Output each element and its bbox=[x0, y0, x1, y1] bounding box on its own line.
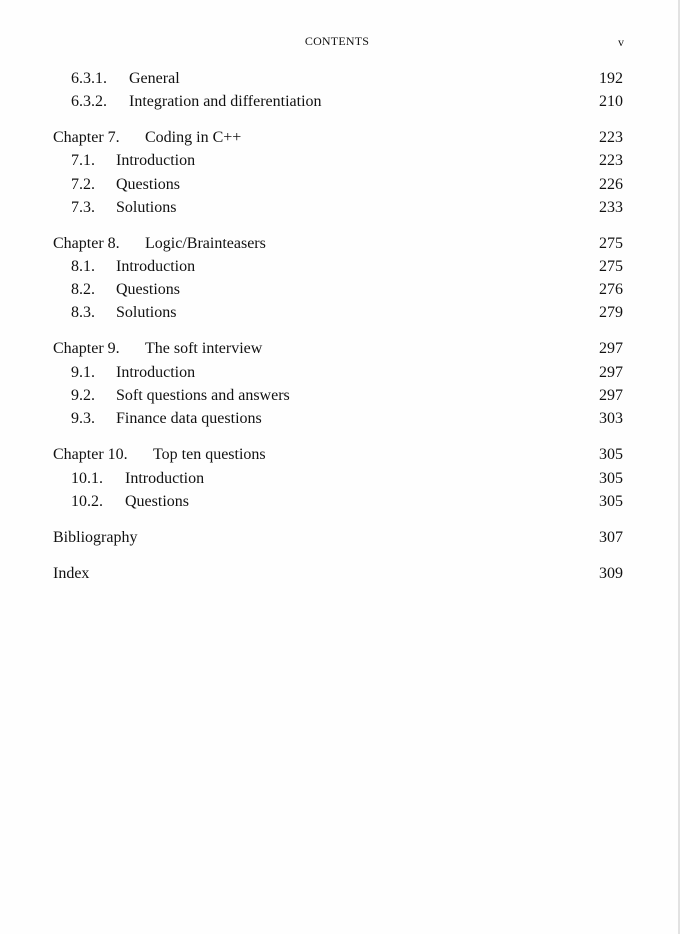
toc-entry-page: 297 bbox=[599, 340, 623, 357]
running-head-title: CONTENTS bbox=[304, 34, 370, 48]
toc-entry-number: 8.1. bbox=[71, 258, 95, 275]
toc-entry-section[interactable] bbox=[0, 150, 680, 172]
toc-entry-number: 9.2. bbox=[71, 387, 95, 404]
running-head bbox=[0, 34, 680, 50]
toc-entry-section[interactable] bbox=[0, 197, 680, 219]
toc-entry-number: 8.2. bbox=[71, 281, 95, 298]
toc-entry-title: Bibliography bbox=[53, 529, 138, 546]
toc-entry-title: Logic/Brainteasers bbox=[145, 235, 266, 252]
toc-entry-page: 275 bbox=[599, 258, 623, 275]
toc-entry-subsection[interactable] bbox=[0, 68, 680, 90]
toc-entry-chapter[interactable] bbox=[0, 127, 680, 149]
toc-entry-title: Introduction bbox=[116, 364, 196, 381]
toc-entry-section[interactable] bbox=[0, 256, 680, 278]
toc-entry-page: 297 bbox=[599, 364, 623, 381]
toc-entry-number: 7.1. bbox=[71, 152, 95, 169]
toc-entry-page: 305 bbox=[599, 446, 623, 463]
toc-entry-title: Integration and differentiation bbox=[129, 93, 322, 110]
toc-entry-number: 7.2. bbox=[71, 176, 95, 193]
toc-entry-backmatter[interactable] bbox=[0, 563, 680, 585]
toc-entry-chapter[interactable] bbox=[0, 338, 680, 360]
toc-entry-title: Index bbox=[53, 565, 90, 582]
toc-entry-number: Chapter 7. bbox=[53, 129, 120, 146]
toc-entry-title: Soft questions and answers bbox=[116, 387, 290, 404]
toc-entry-page: 297 bbox=[599, 387, 623, 404]
toc-entry-page: 223 bbox=[599, 152, 623, 169]
toc-entry-section[interactable] bbox=[0, 491, 680, 513]
toc-entry-section[interactable] bbox=[0, 302, 680, 324]
toc-entry-section[interactable] bbox=[0, 362, 680, 384]
toc-entry-page: 307 bbox=[599, 529, 623, 546]
toc-entry-title: Introduction bbox=[125, 470, 205, 487]
toc-entry-title: Solutions bbox=[116, 199, 177, 216]
toc-entry-number: 6.3.2. bbox=[71, 93, 107, 110]
toc-entry-number: 6.3.1. bbox=[71, 70, 107, 87]
toc-entry-number: 10.1. bbox=[71, 470, 103, 487]
toc-entry-number: Chapter 8. bbox=[53, 235, 120, 252]
toc-entry-page: 223 bbox=[599, 129, 623, 146]
toc-entry-page: 276 bbox=[599, 281, 623, 298]
toc-entry-section[interactable] bbox=[0, 385, 680, 407]
toc-entry-title: Top ten questions bbox=[153, 446, 266, 463]
toc-entry-page: 305 bbox=[599, 493, 623, 510]
toc-entry-title: Questions bbox=[116, 281, 180, 298]
toc-entry-title: Questions bbox=[116, 176, 180, 193]
toc-entry-backmatter[interactable] bbox=[0, 527, 680, 549]
toc-entry-page: 279 bbox=[599, 304, 623, 321]
toc-entry-title: The soft interview bbox=[145, 340, 263, 357]
toc-entry-page: 309 bbox=[599, 565, 623, 582]
toc-entry-title: General bbox=[129, 70, 180, 87]
toc-entry-chapter[interactable] bbox=[0, 444, 680, 466]
toc-entry-number: Chapter 9. bbox=[53, 340, 120, 357]
toc-entry-page: 226 bbox=[599, 176, 623, 193]
toc-entry-section[interactable] bbox=[0, 174, 680, 196]
toc-entry-title: Introduction bbox=[116, 152, 196, 169]
toc-entry-number: 7.3. bbox=[71, 199, 95, 216]
toc-entry-page: 192 bbox=[599, 70, 623, 87]
toc-entry-number: Chapter 10. bbox=[53, 446, 128, 463]
toc-entry-title: Questions bbox=[125, 493, 189, 510]
toc-entry-section[interactable] bbox=[0, 279, 680, 301]
toc-entry-page: 233 bbox=[599, 199, 623, 216]
toc-entry-title: Solutions bbox=[116, 304, 177, 321]
toc-entry-number: 9.1. bbox=[71, 364, 95, 381]
toc-entry-chapter[interactable] bbox=[0, 233, 680, 255]
running-head-page-number: v bbox=[618, 35, 624, 49]
toc-entry-title: Introduction bbox=[116, 258, 196, 275]
toc-entry-section[interactable] bbox=[0, 408, 680, 430]
toc-entry-page: 210 bbox=[599, 93, 623, 110]
toc-entry-page: 275 bbox=[599, 235, 623, 252]
toc-entry-subsection[interactable] bbox=[0, 91, 680, 113]
toc-entry-number: 8.3. bbox=[71, 304, 95, 321]
toc-entry-page: 303 bbox=[599, 410, 623, 427]
toc-entry-number: 10.2. bbox=[71, 493, 103, 510]
toc-entry-number: 9.3. bbox=[71, 410, 95, 427]
toc-entry-title: Finance data questions bbox=[116, 410, 262, 427]
toc-entry-section[interactable] bbox=[0, 468, 680, 490]
toc-entry-title: Coding in C++ bbox=[145, 129, 242, 146]
toc-entry-page: 305 bbox=[599, 470, 623, 487]
